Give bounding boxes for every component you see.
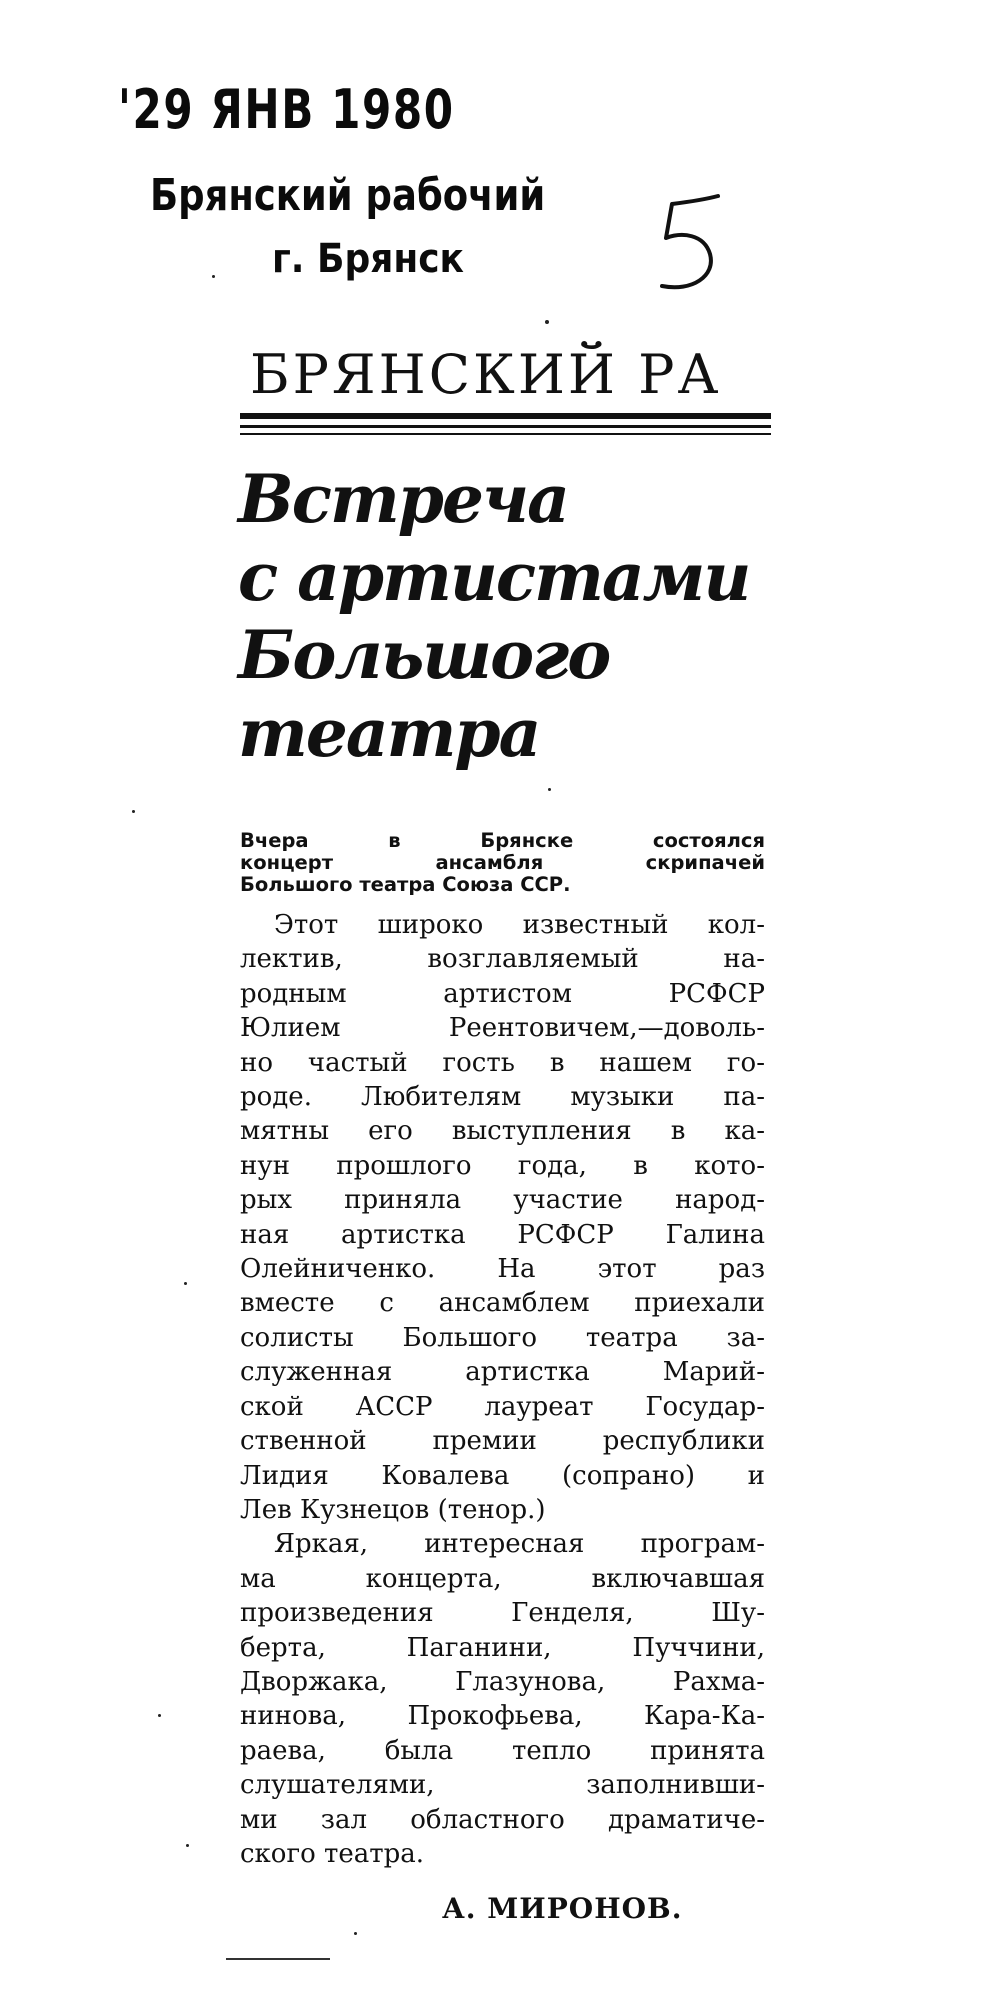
masthead-rule-thin [240,425,771,428]
body-line: солисты Большого театра за- [240,1322,765,1353]
print-speck [184,1282,187,1285]
headline-line: театра [238,694,540,772]
body-line: мятны его выступления в ка- [240,1116,765,1147]
article-author: А. МИРОНОВ. [442,1892,683,1925]
body-line: ского театра. [240,1838,425,1869]
print-speck [158,1714,161,1717]
article-lead [240,830,765,896]
body-line: ми зал областного драматиче- [240,1804,765,1835]
print-speck [132,810,135,813]
lead-line: Большого театра Союза ССР. [240,873,571,896]
clipping-date-stamp: '29 ЯНВ 1980 [118,78,455,141]
handwritten-mark-icon [648,188,728,298]
body-line: ная артистка РСФСР Галина [240,1219,765,1250]
body-line: Лев Кузнецов (тенор.) [240,1494,546,1525]
body-line: берта, Паганини, Пуччини, [240,1632,765,1663]
print-speck [545,320,549,324]
body-line: слушателями, заполнивши- [240,1770,765,1801]
body-line: Этот широко известный кол- [274,910,765,940]
body-line: рых приняла участие народ- [240,1185,765,1216]
masthead-rule-hairline [240,433,771,435]
print-speck [212,275,215,278]
body-line: нун прошлого года, в кото- [240,1150,765,1181]
article-headline [238,460,750,772]
body-line: служенная артистка Марий- [240,1357,765,1388]
body-line: Яркая, интересная програм- [274,1529,765,1560]
print-speck [354,1932,357,1935]
newspaper-masthead: БРЯНСКИЙ РА [250,343,722,406]
body-line: раева, была тепло принята [240,1735,765,1766]
body-line: ственной премии республики [240,1426,765,1457]
headline-line: Встреча [238,460,568,538]
body-line: лектив, возглавляемый на- [240,944,765,975]
body-line: вместе с ансамблем приехали [240,1288,765,1319]
body-line: ма концерта, включавшая [240,1563,765,1594]
clipping-newspaper-stamp: Брянский рабочий [150,170,546,221]
lead-line: концерт ансамбля скрипачей [240,851,765,874]
lead-line: Вчера в Брянске состоялся [240,829,765,852]
body-line: Дворжака, Глазунова, Рахма- [240,1666,765,1697]
article-body [240,908,765,1871]
body-line: ской АССР лауреат Государ- [240,1391,765,1422]
body-line: Лидия Ковалева (сопрано) и [240,1460,765,1491]
body-line: Олейниченко. На этот раз [240,1254,765,1285]
body-line: нинова, Прокофьева, Кара-Ка- [240,1701,765,1732]
body-line: произведения Генделя, Шу- [240,1598,765,1629]
body-line: родным артистом РСФСР [240,978,765,1009]
body-line: Юлием Реентовичем,—доволь- [240,1013,765,1044]
print-speck [186,1844,189,1847]
body-line: роде. Любителям музыки па- [240,1082,765,1113]
headline-line: Большого [238,616,610,694]
headline-line: с артистами [238,538,750,616]
print-speck [548,788,551,791]
masthead-rule-thick [240,413,771,419]
scrap-line [226,1958,330,1960]
body-line: но частый гость в нашем го- [240,1047,765,1078]
clipping-city-stamp: г. Брянск [272,236,464,282]
